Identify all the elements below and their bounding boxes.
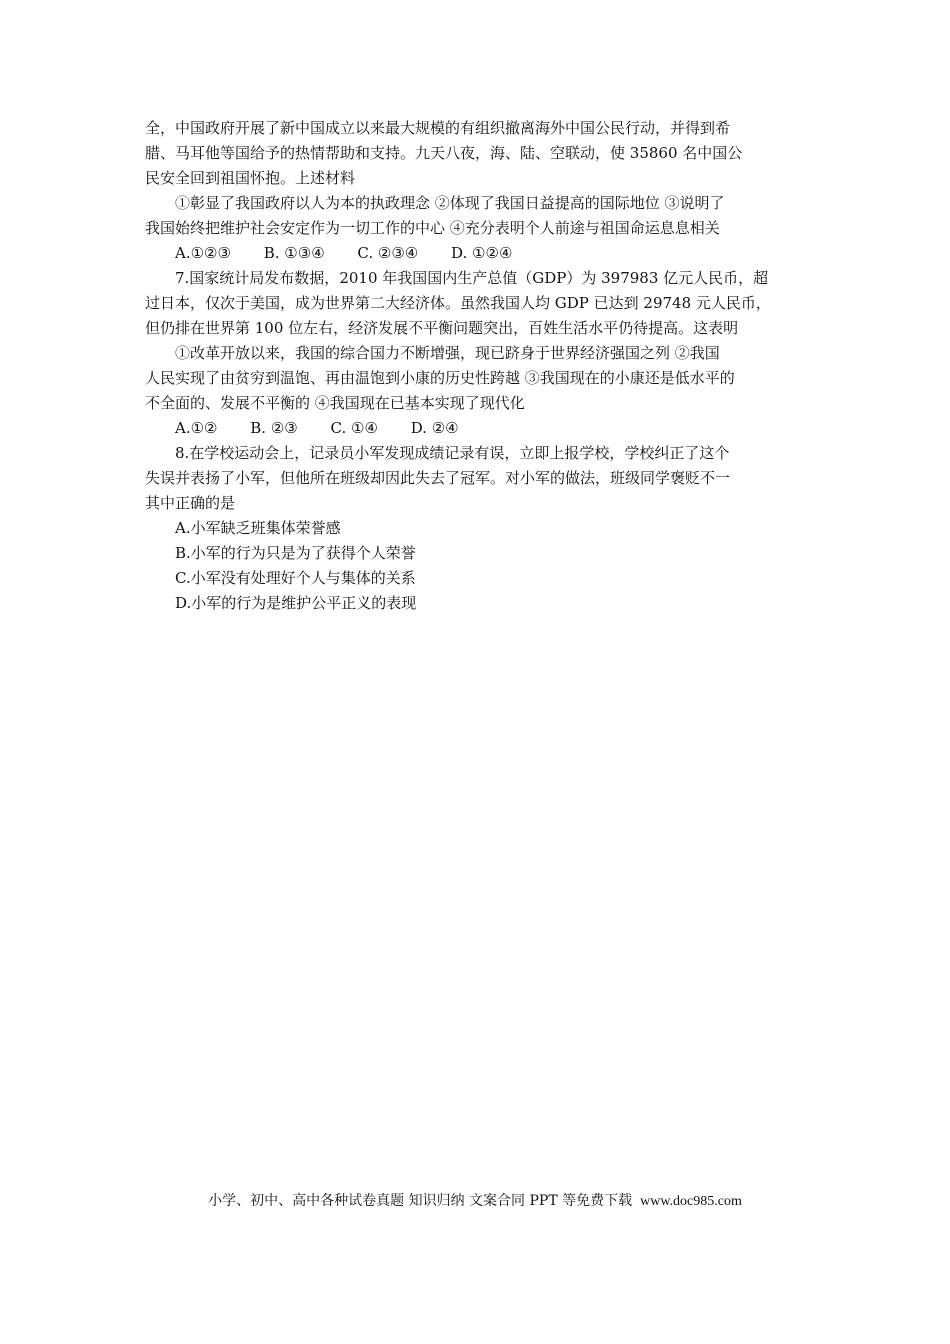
q6-statement-line-1: ①彰显了我国政府以人为本的执政理念 ②体现了我国日益提高的国际地位 ③说明了 — [175, 194, 725, 212]
q7-text-line-3: 但仍排在世界第 100 位左右，经济发展不平衡问题突出，百姓生活水平仍待提高。这表明 — [145, 319, 739, 337]
q6-option-a: A.①②③ — [175, 244, 231, 262]
q6-option-c: C. ②③④ — [357, 244, 419, 262]
q7-options — [145, 416, 815, 441]
q8-text-line-1: 8.在学校运动会上，记录员小军发现成绩记录有误，立即上报学校，学校纠正了这个 — [175, 444, 730, 462]
q8-text-line-2: 失误并表扬了小军，但他所在班级却因此失去了冠军。对小军的做法，班级同学褒贬不一 — [145, 469, 731, 487]
page-footer — [0, 1191, 950, 1212]
q7-statement-line-2: 人民实现了由贫穷到温饱、再由温饱到小康的历史性跨越 ③我国现在的小康还是低水平的 — [145, 369, 735, 387]
q7-option-b: B. ②③ — [250, 419, 298, 437]
q6-options — [145, 241, 815, 266]
q6-statement-line-2: 我国始终把维护社会安定作为一切工作的中心 ④充分表明个人前途与祖国命运息息相关 — [145, 219, 720, 237]
q8-option-b: B.小军的行为只是为了获得个人荣誉 — [175, 544, 416, 562]
q7-option-c: C. ①④ — [330, 419, 378, 437]
q8-option-d: D.小军的行为是维护公平正义的表现 — [175, 594, 417, 612]
q7-text-line-1: 7.国家统计局发布数据，2010 年我国国内生产总值（GDP）为 397983 亿元人民币，超 — [175, 269, 769, 287]
q8-option-a: A.小军缺乏班集体荣誉感 — [175, 519, 341, 537]
q6-text-line-1: 全，中国政府开展了新中国成立以来最大规模的有组织撤离海外中国公民行动，并得到希 — [145, 119, 731, 137]
q7-statement-line-3: 不全面的、发展不平衡的 ④我国现在已基本实现了现代化 — [145, 394, 525, 412]
q6-text-line-2: 腊、马耳他等国给予的热情帮助和支持。九天八夜，海、陆、空联动，使 35860 名中国公 — [145, 144, 743, 162]
q6-option-b: B. ①③④ — [263, 244, 325, 262]
q6-text-line-3: 民安全回到祖国怀抱。上述材料 — [145, 169, 356, 187]
footer-text: 小学、初中、高中各种试卷真题 知识归纳 文案合同 PPT 等免费下载 — [208, 1193, 633, 1209]
q6-option-d: D. ①②④ — [451, 244, 513, 262]
q7-option-d: D. ②④ — [410, 419, 459, 437]
footer-url[interactable]: www.doc985.com — [640, 1194, 742, 1209]
question-content — [145, 116, 815, 616]
q8-option-c: C.小军没有处理好个人与集体的关系 — [175, 569, 416, 587]
q7-statement-line-1: ①改革开放以来，我国的综合国力不断增强，现已跻身于世界经济强国之列 ②我国 — [175, 344, 720, 362]
q8-text-line-3: 其中正确的是 — [145, 494, 236, 512]
q7-option-a: A.①② — [175, 419, 218, 437]
q7-text-line-2: 过日本，仅次于美国，成为世界第二大经济体。虽然我国人均 GDP 已达到 29748 元人民币， — [145, 294, 771, 312]
